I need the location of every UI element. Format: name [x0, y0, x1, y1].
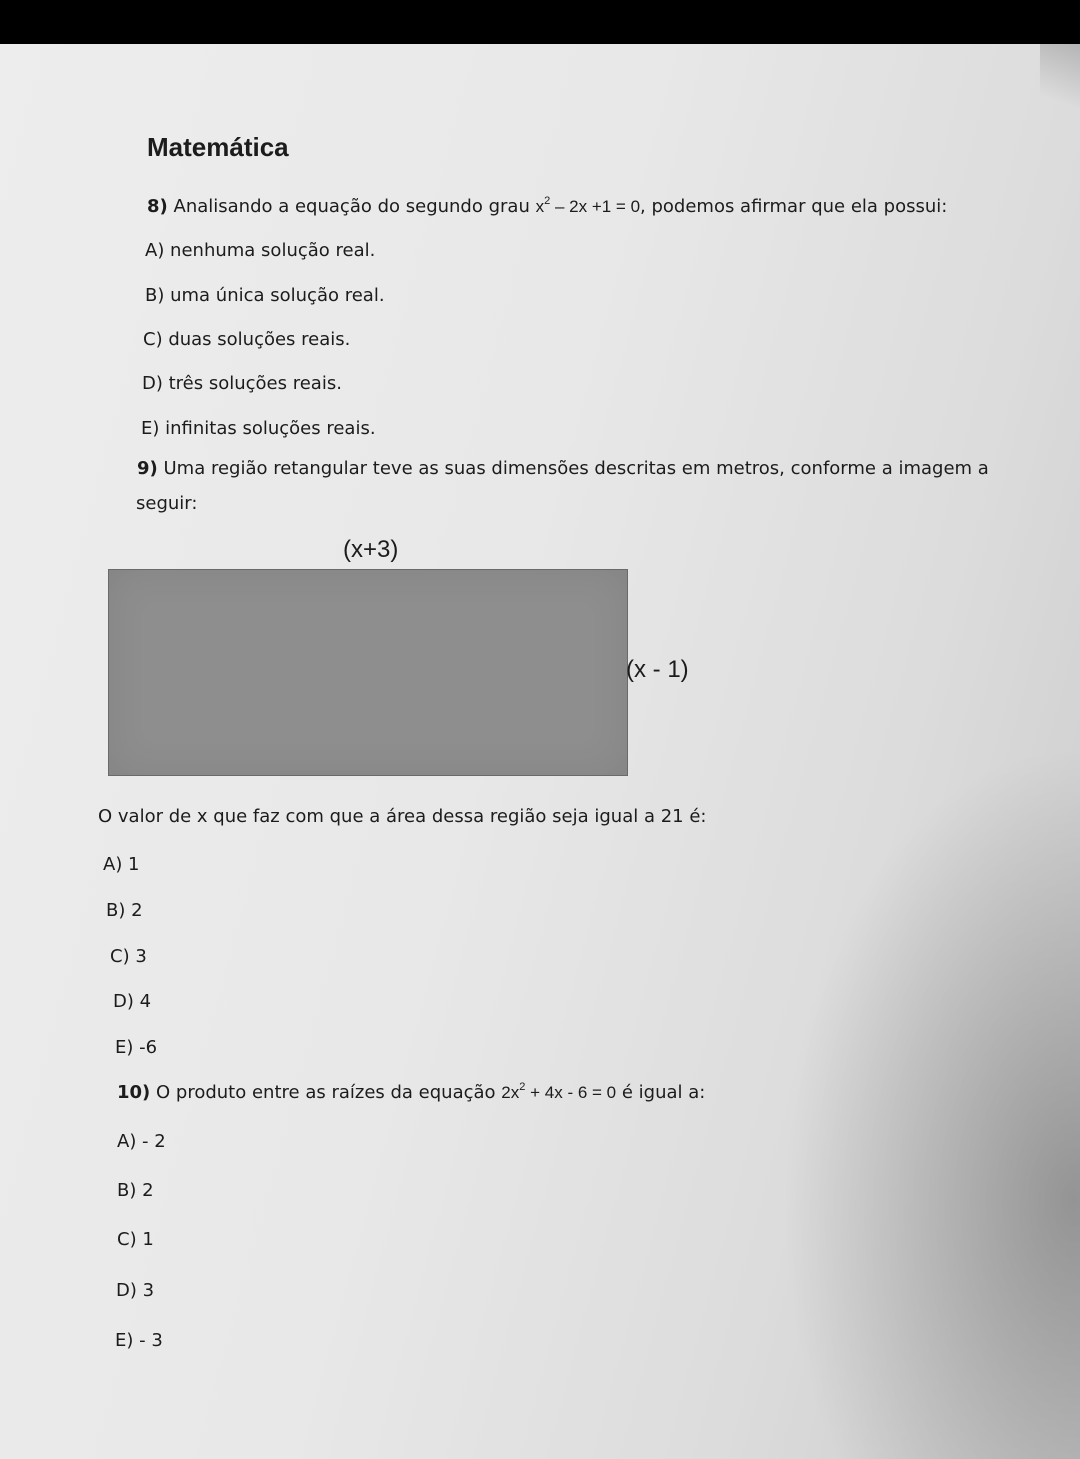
question-10-text-end: é igual a: [616, 1082, 706, 1103]
q8-option-b: B) uma única solução real. [145, 285, 385, 306]
q10-option-e: E) - 3 [115, 1330, 163, 1351]
q9-option-b: B) 2 [106, 900, 143, 921]
subject-title: Matemática [147, 132, 289, 162]
q8-option-e: E) infinitas soluções reais. [141, 418, 376, 439]
question-9 [137, 458, 989, 479]
q9-option-c: C) 3 [110, 946, 147, 967]
question-9-prompt: O valor de x que faz com que a área dessa região seja igual a 21 é: [98, 806, 707, 827]
page-corner-shadow [1040, 44, 1080, 124]
question-8-text: Analisando a equação do segundo grau [173, 196, 530, 217]
question-8-text-end: , podemos afirmar que ela possui: [640, 196, 948, 217]
rect-width-label: (x+3) [343, 536, 399, 563]
question-8-number: 8) [147, 196, 168, 217]
question-10-text: O produto entre as raízes da equação [156, 1082, 496, 1103]
q10-option-d: D) 3 [116, 1280, 155, 1301]
q10-option-c: C) 1 [117, 1229, 154, 1250]
hand-shadow [780, 744, 1080, 1459]
q9-option-d: D) 4 [113, 991, 152, 1012]
worksheet-paper [0, 44, 1080, 1459]
rect-height-label: (x - 1) [626, 656, 689, 683]
question-10 [117, 1082, 705, 1103]
q9-option-e: E) -6 [115, 1037, 158, 1058]
q9-option-a: A) 1 [103, 854, 140, 875]
question-9-text-continued: seguir: [136, 493, 198, 514]
q10-option-b: B) 2 [117, 1180, 154, 1201]
question-8-equation: $x^2 - 2x +1 = 0$ [535, 195, 641, 216]
question-8 [147, 196, 947, 217]
q8-option-d: D) três soluções reais. [142, 373, 342, 394]
q10-option-a: A) - 2 [117, 1131, 166, 1152]
rectangle-figure [108, 569, 628, 776]
question-9-text: Uma região retangular teve as suas dimensões descritas em metros, conforme a imagem a [163, 458, 989, 479]
question-10-number: 10) [117, 1082, 151, 1103]
q8-option-c: C) duas soluções reais. [143, 329, 351, 350]
q8-option-a: A) nenhuma solução real. [145, 240, 376, 261]
question-10-equation: $2x^2 + 4x - 6 = 0$ [501, 1081, 617, 1102]
question-9-number: 9) [137, 458, 158, 479]
